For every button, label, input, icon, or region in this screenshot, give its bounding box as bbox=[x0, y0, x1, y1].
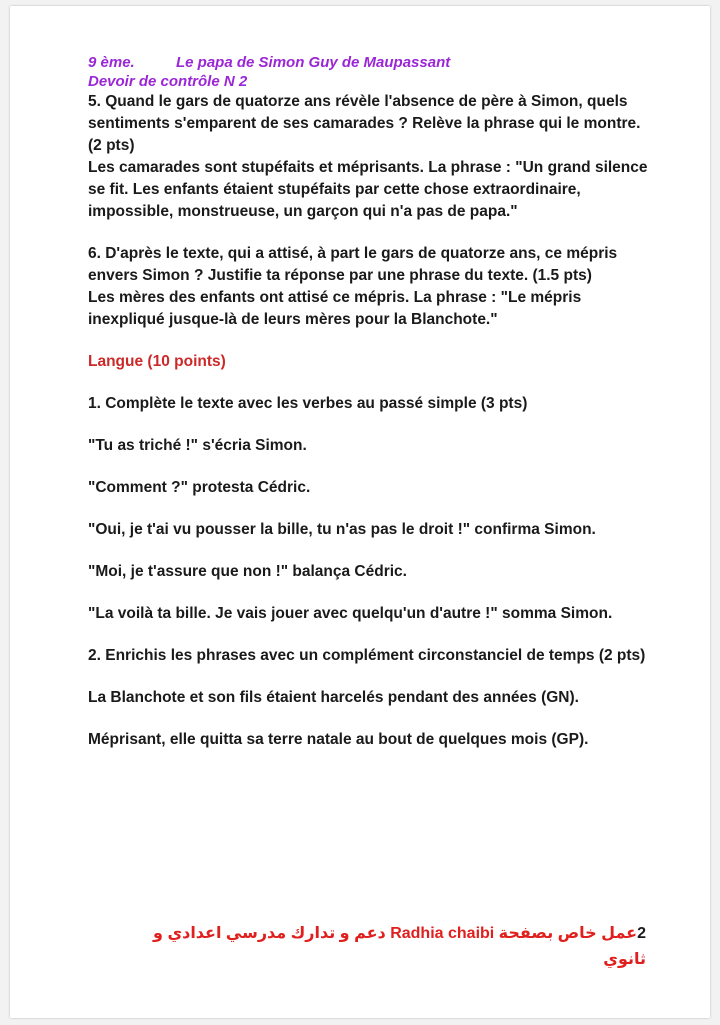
section-title-langue: Langue (10 points) bbox=[88, 353, 226, 370]
exercise-1-line: "Tu as triché !" s'écria Simon. bbox=[88, 437, 307, 454]
footer-text: عمل خاص بصفحة Radhia chaibi دعم و تدارك مدرسي اعدادي و ثانوي bbox=[153, 925, 646, 968]
exercise-1-line: "La voilà ta bille. Je vais jouer avec quelqu'un d'autre !" somma Simon. bbox=[88, 605, 613, 622]
exercise-2-line: Méprisant, elle quitta sa terre natale au bout de quelques mois (GP). bbox=[88, 731, 589, 748]
document-subtitle: Devoir de contrôle N 2 bbox=[88, 73, 248, 90]
class-level: 9 ème. bbox=[88, 54, 135, 71]
exercise-2-instruction: 2. Enrichis les phrases avec un complément circonstanciel de temps (2 pts) bbox=[88, 647, 646, 664]
exercise-2-line: La Blanchote et son fils étaient harcelés pendant des années (GN). bbox=[88, 689, 579, 706]
footer-credit bbox=[106, 921, 646, 973]
question-6: 6. D'après le texte, qui a attisé, à part le gars de quatorze ans, ce mépris envers Simon ? Justifie ta réponse par une phrase du texte. (1.5 pts) bbox=[88, 245, 618, 284]
document-content bbox=[88, 53, 648, 751]
answer-5: Les camarades sont stupéfaits et méprisants. La phrase : "Un grand silence se fit. Les enfants étaient stupéfaits par cette chose extraordinaire, impossible, monstrueuse, un garçon qui n'a pas de papa." bbox=[88, 159, 648, 220]
answer-6: Les mères des enfants ont attisé ce mépris. La phrase : "Le mépris inexpliqué jusque-là de leurs mères pour la Blanchote." bbox=[88, 289, 582, 328]
page-number: 2 bbox=[637, 925, 646, 942]
document-page bbox=[10, 6, 710, 1018]
document-header bbox=[88, 53, 648, 72]
exercise-1-instruction: 1. Complète le texte avec les verbes au passé simple (3 pts) bbox=[88, 395, 528, 412]
document-title: Le papa de Simon Guy de Maupassant bbox=[176, 54, 451, 71]
exercise-1-line: "Oui, je t'ai vu pousser la bille, tu n'as pas le droit !" confirma Simon. bbox=[88, 521, 596, 538]
exercise-1-line: "Moi, je t'assure que non !" balança Cédric. bbox=[88, 563, 407, 580]
question-5: 5. Quand le gars de quatorze ans révèle l'absence de père à Simon, quels sentiments s'emparent de ses camarades ? Relève la phrase qui le montre. (2 pts) bbox=[88, 93, 641, 154]
exercise-1-line: "Comment ?" protesta Cédric. bbox=[88, 479, 311, 496]
